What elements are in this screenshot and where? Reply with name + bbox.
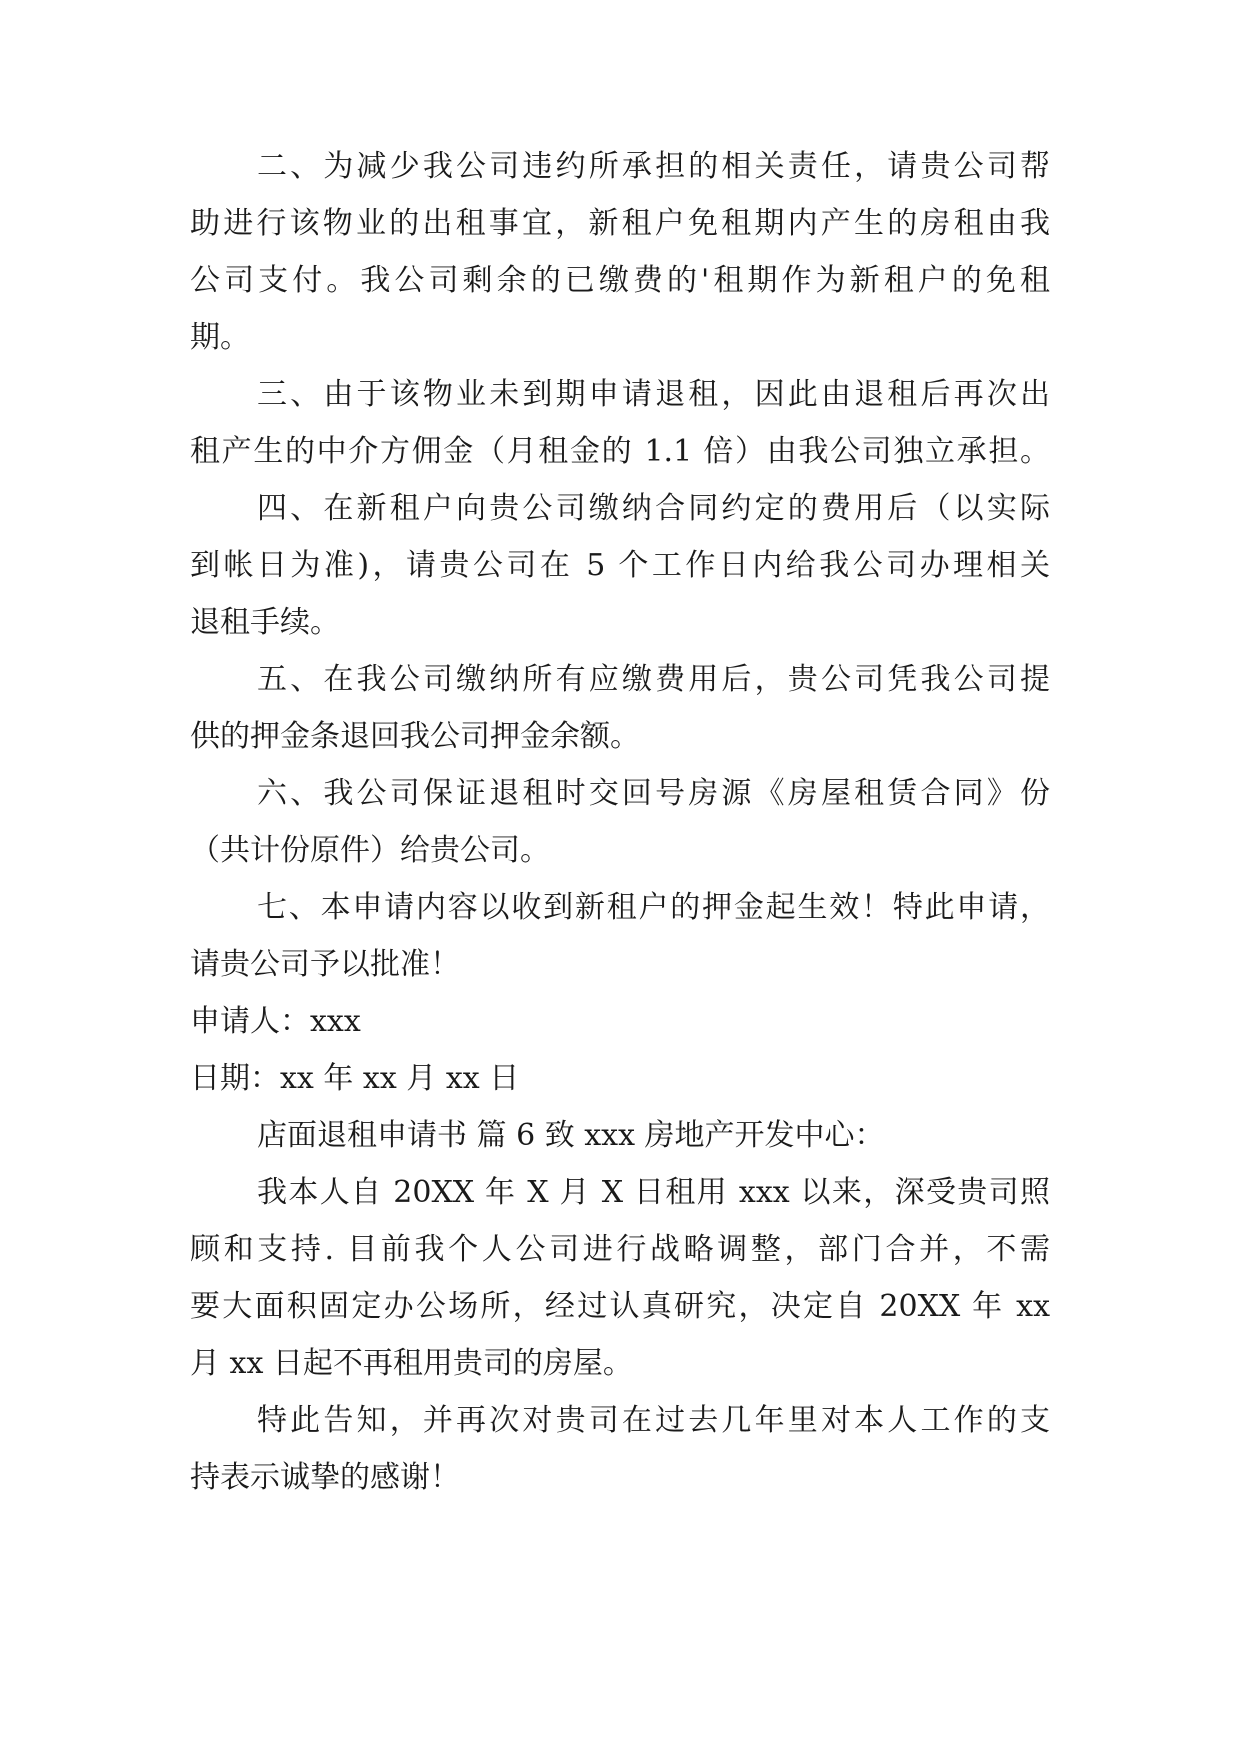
- letter-paragraph-2-line-1: 特此告知，并再次对贵司在过去几年里对本人工作的支: [257, 1403, 1050, 1438]
- paragraph-7-line-2: 请贵公司予以批准！: [190, 947, 460, 982]
- paragraph-3-line-2: 租产生的中介方佣金（月租金的 1.1 倍）由我公司独立承担。: [190, 434, 1050, 469]
- paragraph-2-line-4: 期。: [190, 320, 250, 355]
- paragraph-3-line-1: 三、由于该物业未到期申请退租，因此由退租后再次出: [257, 377, 1050, 412]
- date-line: 日期：xx 年 xx 月 xx 日: [190, 1061, 520, 1096]
- paragraph-7-line-1: 七、本申请内容以收到新租户的押金起生效！特此申请，: [257, 890, 1050, 925]
- paragraph-6-line-2: （共计份原件）给贵公司。: [190, 833, 550, 868]
- paragraph-2-line-3: 公司支付。我公司剩余的已缴费的'租期作为新租户的免租: [190, 263, 1050, 298]
- paragraph-4-line-1: 四、在新租户向贵公司缴纳合同约定的费用后（以实际: [257, 491, 1050, 526]
- paragraph-6-line-1: 六、我公司保证退租时交回号房源《房屋租赁合同》份: [257, 776, 1050, 811]
- paragraph-5-line-1: 五、在我公司缴纳所有应缴费用后，贵公司凭我公司提: [257, 662, 1050, 697]
- paragraph-2-line-2: 助进行该物业的出租事宜，新租户免租期内产生的房租由我: [190, 206, 1050, 241]
- paragraph-4-line-3: 退租手续。: [190, 605, 340, 640]
- letter-paragraph-1-line-3: 要大面积固定办公场所，经过认真研究，决定自 20XX 年 xx: [190, 1289, 1050, 1324]
- section-6-heading: 店面退租申请书 篇 6 致 xxx 房地产开发中心：: [257, 1118, 885, 1153]
- paragraph-5-line-2: 供的押金条退回我公司押金余额。: [190, 719, 640, 754]
- letter-paragraph-1-line-2: 顾和支持. 目前我个人公司进行战略调整，部门合并，不需: [190, 1232, 1050, 1267]
- applicant-line: 申请人：xxx: [190, 1004, 361, 1039]
- letter-paragraph-1-line-1: 我本人自 20XX 年 X 月 X 日租用 xxx 以来，深受贵司照: [257, 1175, 1050, 1210]
- letter-paragraph-1-line-4: 月 xx 日起不再租用贵司的房屋。: [190, 1346, 633, 1381]
- paragraph-4-line-2: 到帐日为准)，请贵公司在 5 个工作日内给我公司办理相关: [190, 548, 1050, 583]
- paragraph-2-line-1: 二、为减少我公司违约所承担的相关责任，请贵公司帮: [257, 149, 1050, 184]
- letter-paragraph-2-line-2: 持表示诚挚的感谢！: [190, 1460, 460, 1495]
